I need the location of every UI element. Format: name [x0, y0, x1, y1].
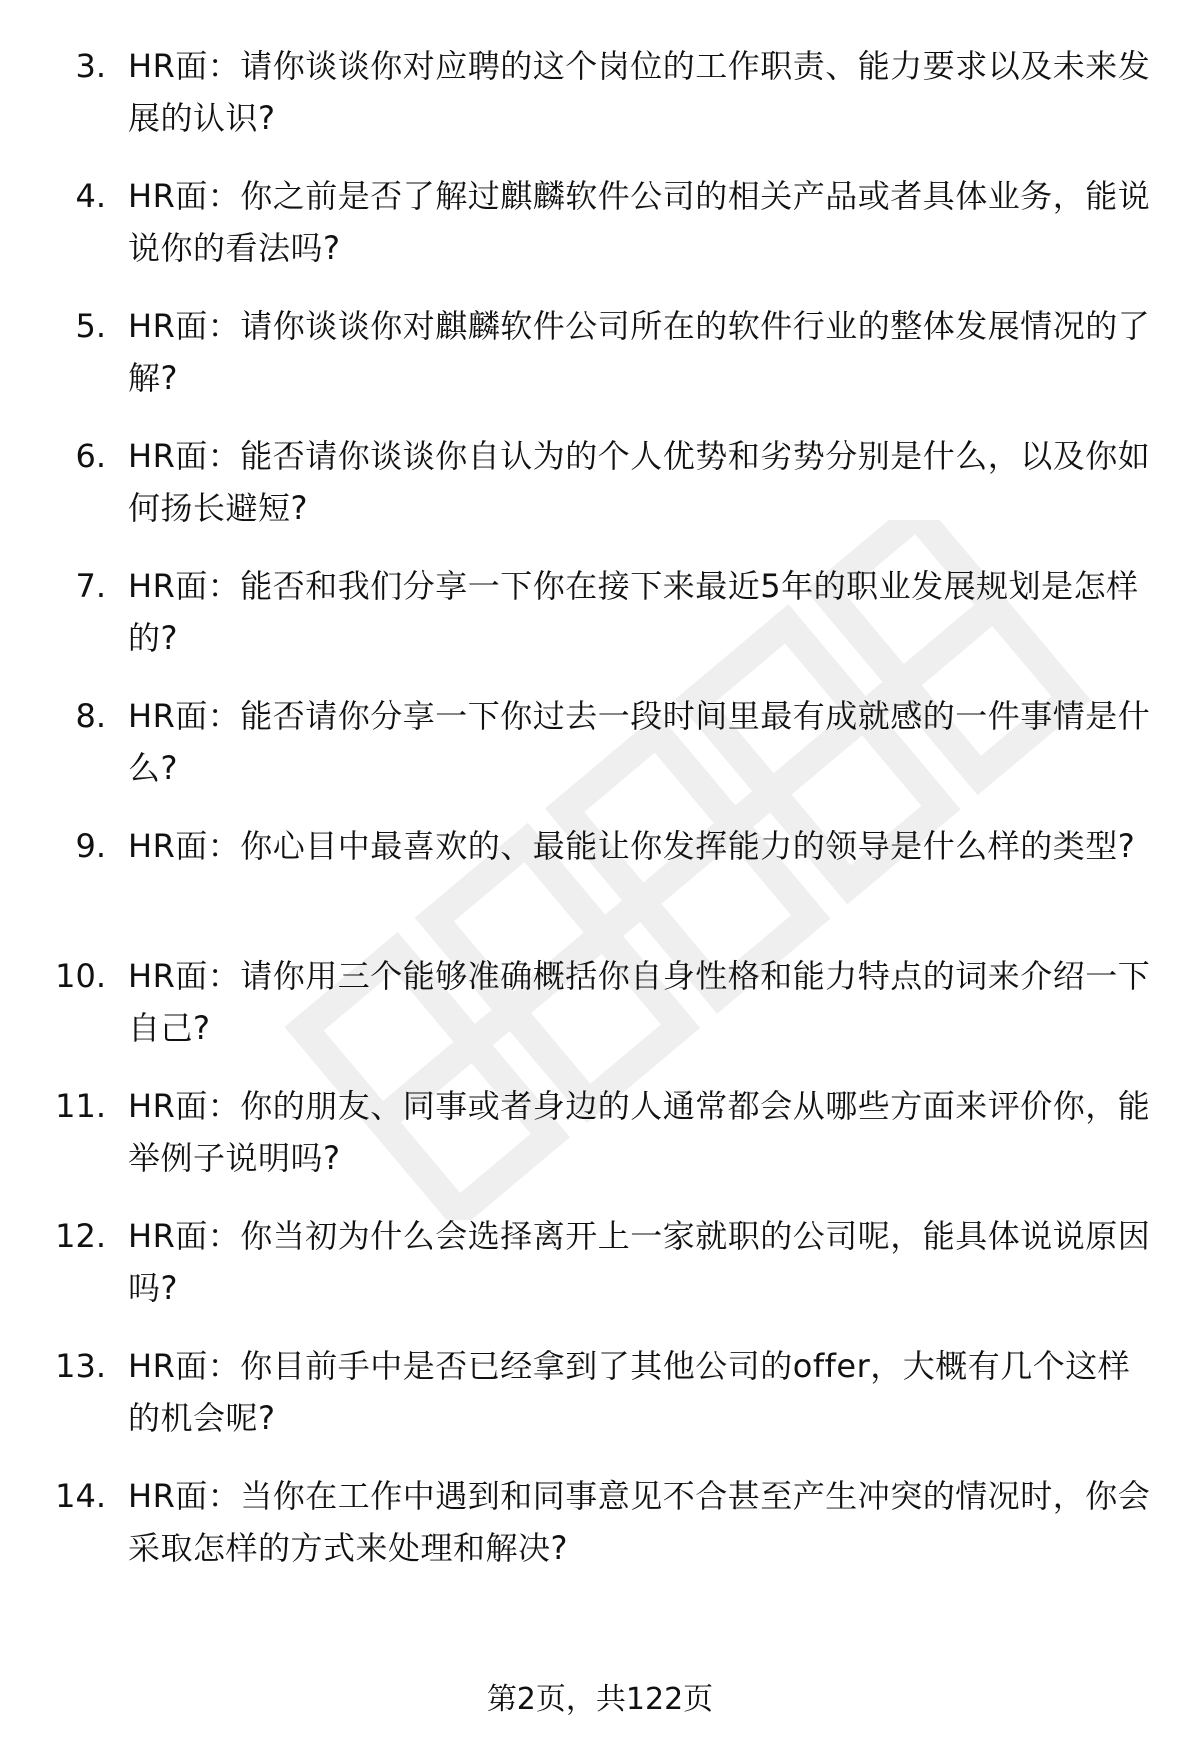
list-item [0, 950, 1200, 1080]
list-item [0, 560, 1200, 690]
question-number: 5. [75, 307, 106, 345]
question-text: HR面：你当初为什么会选择离开上一家就职的公司呢，能具体说说原因吗? [128, 1217, 1151, 1307]
question-text: HR面：请你用三个能够准确概括你自身性格和能力特点的词来介绍一下自己? [128, 957, 1151, 1047]
list-item [0, 1210, 1200, 1340]
question-text: HR面：请你谈谈你对麒麟软件公司所在的软件行业的整体发展情况的了解? [128, 307, 1151, 397]
question-text: HR面：你的朋友、同事或者身边的人通常都会从哪些方面来评价你，能举例子说明吗? [128, 1087, 1151, 1177]
question-number: 3. [75, 47, 106, 85]
list-item [0, 40, 1200, 170]
question-text: HR面：能否请你谈谈你自认为的个人优势和劣势分别是什么，以及你如何扬长避短? [128, 437, 1151, 527]
question-text: HR面：你心目中最喜欢的、最能让你发挥能力的领导是什么样的类型? [128, 827, 1136, 865]
question-number: 8. [75, 697, 106, 735]
question-number: 6. [75, 437, 106, 475]
question-text: HR面：当你在工作中遇到和同事意见不合甚至产生冲突的情况时，你会采取怎样的方式来处理和解决? [128, 1477, 1151, 1567]
question-text: HR面：能否请你分享一下你过去一段时间里最有成就感的一件事情是什么? [128, 697, 1151, 787]
list-item [0, 300, 1200, 430]
question-number: 7. [75, 567, 106, 605]
question-list [0, 40, 1200, 1600]
question-number: 10. [55, 957, 106, 995]
question-number: 12. [55, 1217, 106, 1255]
list-item [0, 820, 1200, 950]
list-item [0, 690, 1200, 820]
question-number: 4. [75, 177, 106, 215]
list-item [0, 170, 1200, 300]
question-text: HR面：你目前手中是否已经拿到了其他公司的offer，大概有几个这样的机会呢? [128, 1347, 1131, 1437]
question-text: HR面：能否和我们分享一下你在接下来最近5年的职业发展规划是怎样的? [128, 567, 1139, 657]
question-number: 11. [55, 1087, 106, 1125]
question-number: 9. [75, 827, 106, 865]
list-item [0, 1470, 1200, 1600]
list-item [0, 1340, 1200, 1470]
page-footer: 第2页，共122页 [486, 1682, 714, 1717]
question-text: HR面：你之前是否了解过麒麟软件公司的相关产品或者具体业务，能说说你的看法吗? [128, 177, 1151, 267]
question-number: 14. [55, 1477, 106, 1515]
list-item [0, 430, 1200, 560]
question-number: 13. [55, 1347, 106, 1385]
question-text: HR面：请你谈谈你对应聘的这个岗位的工作职责、能力要求以及未来发展的认识? [128, 47, 1151, 137]
list-item [0, 1080, 1200, 1210]
